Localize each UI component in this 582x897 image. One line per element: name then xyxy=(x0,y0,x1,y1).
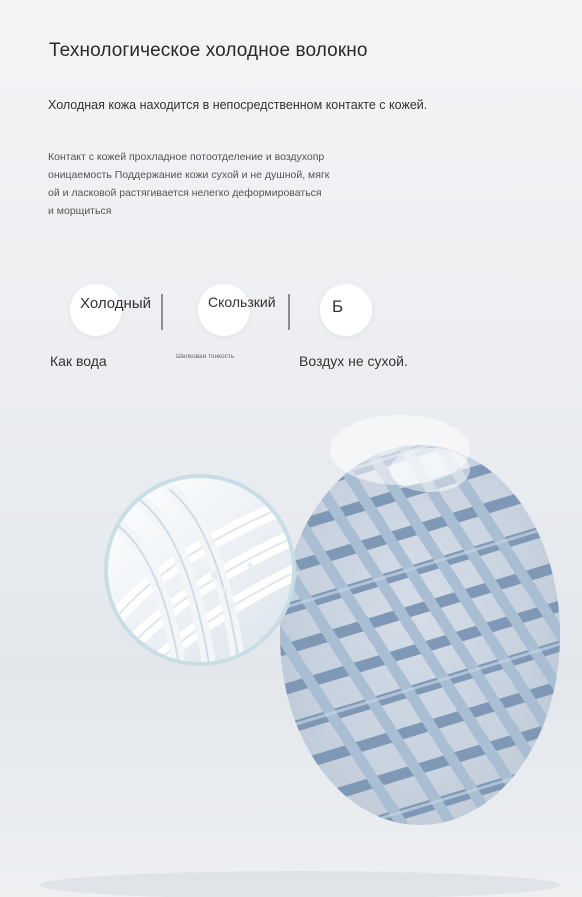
woven-fiber-ball-icon xyxy=(200,398,582,897)
page-title: Технологическое холодное волокно xyxy=(49,40,368,61)
divider xyxy=(288,294,290,330)
description-line: Контакт с кожей прохладное потоотделение и воздухопр xyxy=(48,151,325,163)
description-line: и морщиться xyxy=(48,205,112,217)
feature-label: Скользкий xyxy=(208,294,276,310)
feature-badge-circle xyxy=(320,284,372,336)
fabric-illustration xyxy=(0,380,582,897)
feature-caption: Воздух не сухой. xyxy=(299,353,408,369)
description-line: оницаемость Поддержание кожи сухой и не душной, мягк xyxy=(48,169,330,181)
divider xyxy=(161,294,163,330)
feature-label: Холодный xyxy=(80,295,151,312)
description-line: ой и ласковой растягивается нелегко деформироваться xyxy=(48,187,322,199)
feature-caption: Шелковая тонкость xyxy=(176,353,235,360)
page-subtitle: Холодная кожа находится в непосредственном контакте с кожей. xyxy=(48,98,428,112)
feature-badge-circle xyxy=(198,284,250,336)
feature-label: Б xyxy=(332,297,344,316)
feature-caption: Как вода xyxy=(50,353,107,369)
description xyxy=(48,148,348,220)
